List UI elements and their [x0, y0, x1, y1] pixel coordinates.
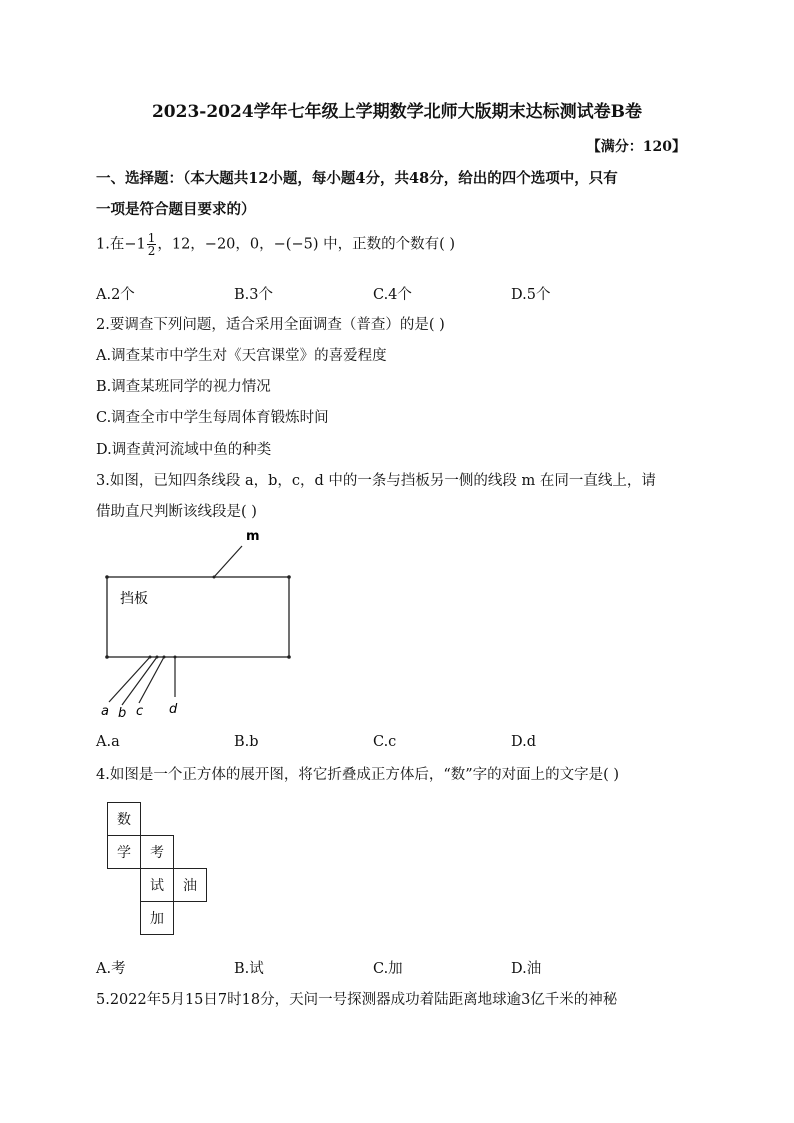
- q4-option-a[interactable]: A.考: [96, 961, 126, 977]
- segment-b-endpoint: [156, 656, 159, 659]
- question-1-stem: [96, 232, 455, 257]
- board-corner-bl: [105, 655, 109, 659]
- segment-b: [122, 657, 157, 705]
- q2-option-c[interactable]: C.调查全市中学生每周体育锻炼时间: [96, 410, 329, 426]
- q4-option-d[interactable]: D.油: [511, 961, 542, 977]
- cube-cell-shi: 试: [140, 868, 174, 902]
- q3-figure: [90, 525, 320, 725]
- q3-option-d[interactable]: D.d: [511, 734, 536, 750]
- cube-cell-you: 油: [173, 868, 207, 902]
- question-4-stem: 4.如图是一个正方体的展开图，将它折叠成正方体后，“数”字的对面上的文字是( ): [96, 767, 620, 783]
- segment-a-label: a: [101, 704, 109, 719]
- page-title: 2023-2024学年七年级上学期数学北师大版期末达标测试卷B卷: [151, 102, 643, 122]
- q3-option-b[interactable]: B.b: [234, 734, 259, 750]
- question-2-stem: 2.要调查下列问题，适合采用全面调查（普查）的是( ): [96, 317, 445, 333]
- q3-option-a[interactable]: A.a: [96, 734, 120, 750]
- board-corner-tr: [287, 575, 291, 579]
- q1-fraction: [147, 232, 157, 257]
- full-score-label: 【满分：120】: [586, 139, 686, 155]
- q1-mixed-whole: −1: [124, 236, 146, 253]
- q3-option-c[interactable]: C.c: [373, 734, 397, 750]
- cube-cell-xue: 学: [107, 835, 141, 869]
- segment-c-endpoint: [163, 656, 166, 659]
- board-label: 挡板: [120, 591, 148, 607]
- segment-m-endpoint: [213, 576, 216, 579]
- segment-d-endpoint: [174, 656, 177, 659]
- cube-cell-jia: 加: [140, 901, 174, 935]
- q1-fraction-numerator: 1: [147, 231, 156, 245]
- segment-a-endpoint: [149, 656, 152, 659]
- cube-cell-kao: 考: [140, 835, 174, 869]
- segment-b-label: b: [118, 706, 127, 721]
- q1-option-b[interactable]: B.3个: [234, 287, 273, 303]
- board-corner-tl: [105, 575, 109, 579]
- q1-option-a[interactable]: A.2个: [96, 287, 135, 303]
- q2-option-d[interactable]: D.调查黄河流域中鱼的种类: [96, 442, 272, 458]
- segment-c-label: c: [136, 704, 144, 719]
- question-3-stem-line1: 3.如图，已知四条线段 a，b，c，d 中的一条与挡板另一侧的线段 m 在同一直线上，请: [96, 473, 656, 489]
- cube-cell-shu: 数: [107, 802, 141, 836]
- q1-prefix: 1.在: [96, 236, 125, 253]
- board-corner-br: [287, 655, 291, 659]
- q4-option-b[interactable]: B.试: [234, 961, 264, 977]
- section-header-line1: 一、选择题：（本大题共12小题，每小题4分，共48分，给出的四个选项中，只有: [96, 170, 618, 187]
- segment-d-label: d: [169, 702, 178, 717]
- q2-option-b[interactable]: B.调查某班同学的视力情况: [96, 379, 271, 395]
- segment-m: [214, 546, 242, 577]
- q4-option-c[interactable]: C.加: [373, 961, 403, 977]
- board-rect: [107, 577, 289, 657]
- question-5-stem-line1: 5.2022年5月15日7时18分，天问一号探测器成功着陆距离地球逾3亿千米的神秘: [96, 992, 618, 1008]
- question-3-stem-line2: 借助直尺判断该线段是( ): [96, 504, 257, 520]
- segment-m-label: m: [246, 529, 260, 544]
- q1-fraction-denominator: 2: [147, 244, 156, 258]
- section-header-line2: 一项是符合题目要求的）: [96, 201, 256, 218]
- q1-rest: ，12，−20，0，−(−5) 中，正数的个数有( ): [157, 236, 456, 253]
- cube-net: [107, 802, 217, 942]
- q2-option-a[interactable]: A.调查某市中学生对《天宫课堂》的喜爱程度: [96, 348, 387, 364]
- q1-option-d[interactable]: D.5个: [511, 287, 551, 303]
- q1-option-c[interactable]: C.4个: [373, 287, 412, 303]
